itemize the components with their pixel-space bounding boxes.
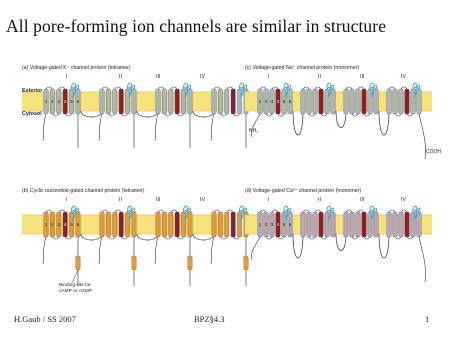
helix-a-d4-s2: [218, 89, 222, 114]
binding-site-label: [59, 283, 92, 294]
helix-a-d3-s2: [162, 89, 166, 114]
helix-d-d2-s3: [313, 212, 317, 237]
helix-a-d2-s1: [100, 89, 104, 114]
n-tail-b-d2: [99, 237, 102, 264]
helix-a-d4-s1: [212, 89, 216, 114]
helix-b-d2-s3: [113, 212, 117, 237]
extracellular-loop-b-d1-1: [46, 210, 52, 212]
intracellular-loop-a-d2-4: [121, 114, 127, 116]
intracellular-loop-b-d1-2: [52, 237, 58, 239]
panel-b-label: (b) Cyclic nucleotide-gated channel protein (tetramer): [22, 188, 145, 194]
n-tail-a-d2: [99, 114, 102, 141]
domain-label-b-3: III: [156, 197, 161, 203]
helix-a-d2-s3: [113, 89, 117, 114]
extracellular-loop-d-d3-3: [358, 210, 364, 212]
intracellular-loop-b-d2-4: [121, 237, 127, 239]
intracellular-loop-c-d4-4: [407, 114, 413, 116]
extracellular-loop-c-d4-1: [389, 87, 395, 89]
c-terminus-label: COOH: [426, 149, 441, 155]
domain-label-c-4: IV: [401, 74, 406, 80]
n-tail-a-d3: [155, 114, 158, 141]
cytosolic-loop-c-3: [379, 111, 389, 135]
segment-number-b-6: 6: [76, 222, 80, 227]
cytosolic-loop-b-3: [193, 234, 214, 240]
helix-b-d4-s3: [225, 212, 229, 237]
extracellular-loop-b-d3-3: [171, 210, 177, 212]
helix-b-d4-s2: [218, 212, 222, 237]
footer-author: H.Gaub / SS 2007: [14, 314, 76, 324]
n-tail-b-d4: [211, 237, 214, 264]
domain-label-c-2: II: [318, 74, 321, 80]
helix-d-d2-s4: [319, 212, 323, 237]
helix-b-d4-s1: [212, 212, 216, 237]
intracellular-loop-c-d2-4: [321, 114, 327, 116]
cytosolic-loop-a-2: [137, 111, 158, 117]
domain-label-a-4: IV: [200, 74, 205, 80]
helix-c-d4-s4: [405, 89, 409, 114]
helix-b-d3-s3: [169, 212, 173, 237]
helix-a-d4-s3: [225, 89, 229, 114]
helix-b-d4-s4: [231, 212, 235, 237]
intracellular-loop-b-d1-4: [65, 237, 71, 239]
n-tail-a-d1: [43, 114, 46, 141]
intracellular-loop-a-d4-2: [220, 114, 226, 116]
extracellular-loop-c-d1-1: [260, 87, 266, 89]
binding-domain-b-d3: [188, 256, 192, 270]
intracellular-loop-d-d1-2: [266, 237, 272, 239]
segment-number-a-5: 5: [70, 99, 73, 104]
segment-number-d-4: 4: [276, 222, 280, 227]
intracellular-loop-c-d4-2: [395, 114, 401, 116]
intracellular-loop-a-d2-2: [108, 114, 114, 116]
helix-a-d4-s4: [231, 89, 235, 114]
extracellular-loop-c-d4-3: [401, 87, 407, 89]
helix-a-d2-s4: [119, 89, 123, 114]
footer-section: BPZ§4.3: [194, 314, 225, 324]
segment-number-c-1: 1: [258, 99, 262, 104]
cytosolic-loop-a-1: [81, 111, 102, 117]
helix-c-d3-s6: [374, 89, 378, 114]
extracellular-loop-b-d4-3: [227, 210, 233, 212]
extracellular-loop-d-d2-1: [303, 210, 309, 212]
intracellular-loop-b-d4-2: [220, 237, 226, 239]
helix-b-d2-s2: [106, 212, 110, 237]
domain-label-b-1: I: [66, 197, 68, 203]
intracellular-loop-d-d2-4: [321, 237, 327, 239]
extracellular-loop-a-d1-3: [59, 87, 65, 89]
intracellular-loop-b-d4-4: [233, 237, 239, 239]
cytosolic-loop-c-1: [293, 111, 303, 135]
segment-number-b-3: 3: [57, 222, 61, 227]
binding-site-line-1: Binding site for: [59, 283, 91, 288]
extracellular-loop-a-d1-1: [46, 87, 52, 89]
helix-c-d2-s6: [331, 89, 335, 114]
helix-b-d3-s4: [175, 212, 179, 237]
domain-label-c-1: I: [268, 74, 270, 80]
extracellular-loop-c-d1-3: [272, 87, 278, 89]
intracellular-loop-c-d1-4: [278, 114, 284, 116]
extracellular-loop-a-d4-1: [214, 87, 220, 89]
extracellular-loop-c-d3-1: [346, 87, 352, 89]
extracellular-loop-c-d2-3: [315, 87, 321, 89]
helix-d-d2-s6: [331, 212, 335, 237]
segment-number-b-4: 4: [63, 222, 67, 227]
helix-b-d3-s1: [156, 212, 160, 237]
helix-d-d3-s3: [356, 212, 360, 237]
helix-c-d4-s6: [417, 89, 421, 114]
helix-d-d3-s4: [362, 212, 366, 237]
intracellular-loop-c-d2-2: [309, 114, 315, 116]
segment-number-d-6: 6: [288, 222, 292, 227]
helix-b-d2-s1: [100, 212, 104, 237]
intracellular-loop-d-d3-4: [364, 237, 370, 239]
binding-domain-b-d2: [132, 256, 136, 270]
extracellular-loop-a-d3-1: [158, 87, 164, 89]
intracellular-loop-d-d3-2: [352, 237, 358, 239]
domain-label-d-2: II: [318, 197, 321, 203]
cytosolic-loop-b-1: [81, 234, 102, 240]
segment-number-c-2: 2: [264, 99, 268, 104]
helix-c-d2-s2: [307, 89, 311, 114]
domain-label-d-1: I: [268, 197, 270, 203]
n-terminus-label: NH₂: [249, 128, 259, 134]
domain-label-a-2: II: [119, 74, 122, 80]
helix-c-d4-s3: [399, 89, 403, 114]
extracellular-loop-d-d4-1: [389, 210, 395, 212]
extracellular-loop-a-d4-3: [227, 87, 233, 89]
segment-number-c-3: 3: [270, 99, 274, 104]
segment-number-b-2: 2: [51, 222, 54, 227]
intracellular-loop-d-d4-4: [407, 237, 413, 239]
helix-a-d3-s4: [175, 89, 179, 114]
helix-d-d2-s1: [301, 212, 305, 237]
n-tail-b-d1: [43, 237, 46, 264]
helix-d-d3-s2: [350, 212, 354, 237]
segment-number-a-3: 3: [57, 99, 61, 104]
c-terminal-tail-c: [419, 114, 426, 159]
footer-page-number: 1: [425, 314, 430, 324]
helix-c-d3-s3: [356, 89, 360, 114]
intracellular-loop-b-d2-2: [108, 237, 114, 239]
cytosolic-loop-d-3: [379, 234, 389, 258]
helix-b-d3-s6: [188, 212, 192, 237]
helix-c-d3-s1: [344, 89, 348, 114]
helix-b-d3-s2: [162, 212, 166, 237]
segment-number-a-2: 2: [51, 99, 54, 104]
segment-number-c-6: 6: [288, 99, 292, 104]
intracellular-loop-c-d3-4: [364, 114, 370, 116]
intracellular-loop-d-d1-4: [278, 237, 284, 239]
helix-a-d2-s6: [132, 89, 136, 114]
n-terminal-tail-d: [251, 237, 260, 260]
helix-d-d3-s6: [374, 212, 378, 237]
binding-domain-b-d4: [244, 256, 248, 270]
helix-d-d4-s1: [387, 212, 391, 237]
panel-d-label: (d) Voltage-gated Ca²⁺ channel protein (monomer): [245, 188, 362, 194]
extracellular-loop-a-d2-1: [102, 87, 108, 89]
intracellular-loop-c-d1-2: [266, 114, 272, 116]
helix-d-d4-s6: [417, 212, 421, 237]
n-tail-a-d4: [211, 114, 214, 141]
extracellular-loop-c-d3-3: [358, 87, 364, 89]
helix-b-d2-s6: [132, 212, 136, 237]
panel-c-label: (c) Voltage-gated Na⁺ channel protein (monomer): [245, 65, 360, 71]
extracellular-loop-b-d1-3: [59, 210, 65, 212]
extracellular-loop-b-d2-1: [102, 210, 108, 212]
extracellular-loop-d-d1-1: [260, 210, 266, 212]
domain-label-b-4: IV: [200, 197, 205, 203]
extracellular-loop-a-d2-3: [115, 87, 121, 89]
helix-c-d2-s3: [313, 89, 317, 114]
segment-number-d-1: 1: [258, 222, 262, 227]
helix-a-d3-s3: [169, 89, 173, 114]
extracellular-loop-a-d3-3: [171, 87, 177, 89]
intracellular-loop-c-d3-2: [352, 114, 358, 116]
domain-label-c-3: III: [360, 74, 365, 80]
intracellular-loop-b-d3-2: [164, 237, 170, 239]
extracellular-loop-b-d2-3: [115, 210, 121, 212]
intracellular-loop-a-d4-4: [233, 114, 239, 116]
domain-label-a-1: I: [66, 74, 68, 80]
segment-number-b-5: 5: [70, 222, 73, 227]
extracellular-loop-b-d4-1: [214, 210, 220, 212]
binding-site-line-2: cAMP or cGMP: [59, 288, 92, 294]
helix-d-d4-s4: [405, 212, 409, 237]
c-terminal-tail-d: [419, 237, 426, 282]
cytosolic-loop-b-2: [137, 234, 158, 240]
extracellular-loop-d-d1-3: [272, 210, 278, 212]
segment-number-a-6: 6: [76, 99, 80, 104]
intracellular-loop-a-d1-2: [52, 114, 58, 116]
domain-label-d-3: III: [360, 197, 365, 203]
cytosol-label: Cytosol: [22, 111, 42, 117]
extracellular-loop-d-d2-3: [315, 210, 321, 212]
cytosolic-loop-a-3: [193, 111, 214, 117]
domain-label-a-3: III: [156, 74, 161, 80]
segment-number-c-5: 5: [282, 99, 286, 104]
helix-b-d2-s4: [119, 212, 123, 237]
helix-c-d4-s1: [387, 89, 391, 114]
helix-c-d4-s2: [393, 89, 397, 114]
n-tail-b-d3: [155, 237, 158, 264]
helix-c-d3-s4: [362, 89, 366, 114]
helix-c-d2-s4: [319, 89, 323, 114]
segment-number-a-1: 1: [44, 99, 48, 104]
segment-number-c-4: 4: [276, 99, 280, 104]
helix-d-d4-s2: [393, 212, 397, 237]
segment-number-a-4: 4: [63, 99, 67, 104]
intracellular-loop-d-d2-2: [309, 237, 315, 239]
intracellular-loop-a-d3-4: [177, 114, 183, 116]
cytosolic-loop-d-1: [293, 234, 303, 258]
binding-domain-b-d1: [76, 256, 80, 270]
panel-a-label: (a) Voltage-gated K⁺ channel protein (tetramer): [22, 65, 131, 71]
extracellular-loop-b-d3-1: [158, 210, 164, 212]
helix-c-d2-s1: [301, 89, 305, 114]
intracellular-loop-d-d4-2: [395, 237, 401, 239]
helix-d-d2-s2: [307, 212, 311, 237]
slide-title: All pore-forming ion channels are similar in structure: [6, 16, 387, 36]
intracellular-loop-b-d3-4: [177, 237, 183, 239]
intracellular-loop-a-d3-2: [164, 114, 170, 116]
domain-label-d-4: IV: [401, 197, 406, 203]
extracellular-loop-d-d3-1: [346, 210, 352, 212]
intracellular-loop-a-d1-4: [65, 114, 71, 116]
extracellular-loop-d-d4-3: [401, 210, 407, 212]
segment-number-d-3: 3: [270, 222, 274, 227]
helix-a-d3-s1: [156, 89, 160, 114]
helix-d-d4-s3: [399, 212, 403, 237]
segment-number-d-2: 2: [264, 222, 268, 227]
binding-site-leader: [72, 270, 78, 283]
segment-number-b-1: 1: [44, 222, 48, 227]
segment-number-d-5: 5: [282, 222, 286, 227]
helix-a-d3-s6: [188, 89, 192, 114]
helix-a-d2-s2: [106, 89, 110, 114]
helix-c-d3-s2: [350, 89, 354, 114]
exterior-label: Exterior: [22, 88, 43, 94]
helix-d-d3-s1: [344, 212, 348, 237]
domain-label-b-2: II: [119, 197, 122, 203]
extracellular-loop-c-d2-1: [303, 87, 309, 89]
